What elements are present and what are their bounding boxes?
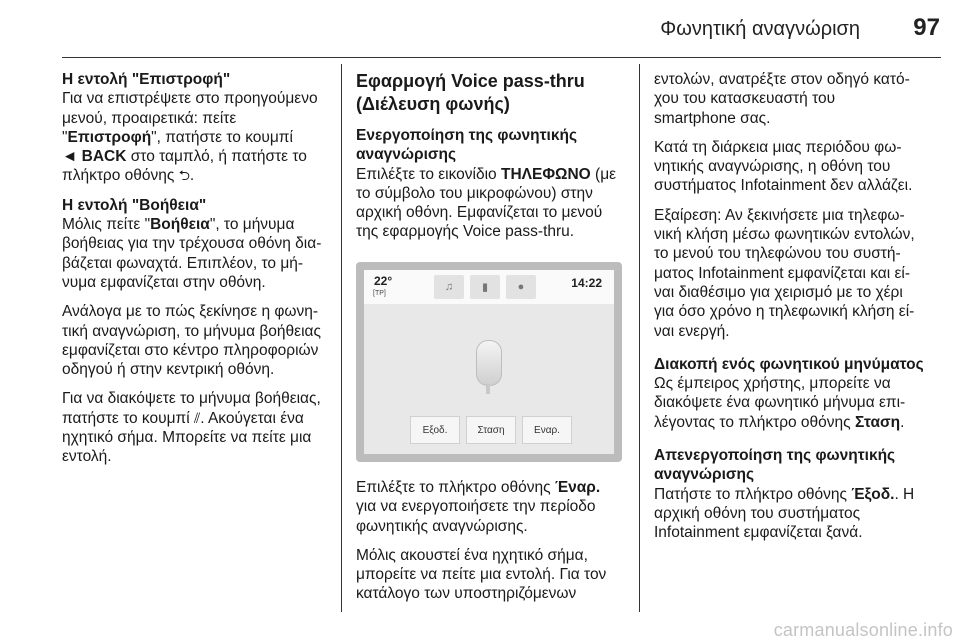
paragraph-interrupt-prompt: Ως έμπειρος χρήστης, μπορείτε να διακόψετε ένα φωνητικό μήνυμα επι- λέγοντας το πλήκτρο οθόνης Σταση.	[654, 375, 906, 431]
screen-display	[364, 270, 614, 454]
microphone-icon	[476, 340, 502, 386]
paragraph-back: Για να επιστρέψετε στο προηγούμενο μενού, προαιρετικά: πείτε "Επιστροφή", πατήστε το κουμπί ◄ BACK στο ταμπλό, ή πατήστε το πλήκτρο οθόνης ⮌.	[62, 90, 318, 185]
column-divider-2	[639, 64, 640, 612]
back-button-label: ◄ BACK	[62, 148, 127, 166]
paragraph-interrupt-help: Για να διακόψετε το μήνυμα βοήθειας, πατήστε το κουμπί ⫽. Ακούγεται ένα ηχητικό σήμα. Μπορείτε να πείτε μια εντολή.	[62, 390, 321, 466]
middle-column	[356, 70, 632, 252]
paragraph-help: Μόλις πείτε "Βοήθεια", το μήνυμα βοήθειας για την τρέχουσα οθόνη δια- βάζεται φωναχτά. Επιπλέον, το μή- νυμα εμφανίζεται στην οθόνη.	[62, 216, 322, 291]
right-column	[654, 70, 944, 553]
paragraph-exception: Εξαίρεση: Αν ξεκινήσετε μια τηλεφω- νική κλήση μέσω φωνητικών εντολών, το μενού του τηλεφώνου του συστή- ματος Infotainment εμφανίζεται και εί- ναι διαθέσιμο για χειρισμό με το χέρι για όσο χρόνο η τηλεφωνική κλήση εί- ναι ενεργή.	[654, 206, 915, 340]
section-title-back: Η εντολή "Επιστροφή"	[62, 71, 231, 88]
section-title-help: Η εντολή "Βοήθεια"	[62, 196, 207, 214]
screen-temperature: 22°	[374, 274, 393, 288]
paragraph-screen-unchanged: Κατά τη διάρκεια μιας περιόδου φω- νητικής αναγνώρισης, η οθόνη του συστήματος Infotainment δεν αλλάζει.	[654, 138, 913, 195]
header-rule	[62, 57, 941, 58]
screen-button-stop[interactable]: Σταση	[466, 416, 516, 444]
subsection-title-activate: Ενεργοποίηση της φωνητικής αναγνώρισης	[356, 127, 578, 164]
circle-icon: ●	[506, 275, 536, 299]
page-header-title: Φωνητική αναγνώριση	[660, 18, 860, 40]
paragraph-select-start: Επιλέξτε το πλήκτρο οθόνης Έναρ. για να ενεργοποιήσετε την περίοδο φωνητικής αναγνώρισης.	[356, 479, 601, 535]
screen-tp-indicator: [TP]	[373, 290, 386, 297]
screen-button-start[interactable]: Εναρ.	[522, 416, 572, 444]
voice-mute-icon: ⫽	[193, 409, 201, 426]
screen-button-exit[interactable]: Εξοδ.	[410, 416, 460, 444]
paragraph-help-display: Ανάλογα με το πώς ξεκίνησε η φωνη- τική αναγνώριση, το μήνυμα βοήθειας εμφανίζεται στο κέντρο πληροφοριών οδηγού ή στην κεντρική οθόνη.	[62, 303, 321, 379]
music-note-icon: ♫	[434, 275, 464, 299]
section-heading-voice-pass-thru: Εφαρμογή Voice pass-thru (Διέλευση φωνής)	[356, 71, 585, 114]
footer-watermark: carmanualsonline.info	[773, 620, 953, 640]
section-title-deactivate: Απενεργοποίηση της φωνητικής αναγνώρισης	[654, 447, 896, 484]
page-number: 97	[913, 14, 940, 41]
screen-clock: 14:22	[571, 276, 602, 290]
phone-icon: ▮	[470, 275, 500, 299]
infotainment-screen-illustration	[356, 262, 622, 462]
paragraph-after-beep: Μόλις ακουστεί ένα ηχητικό σήμα, μπορείτε να πείτε μια εντολή. Για τον κατάλογο των υποστηριζόμενων	[356, 546, 607, 603]
paragraph-commands-guide: εντολών, ανατρέξτε στον οδηγό κατό- χου του κατασκευαστή του smartphone σας.	[654, 71, 910, 127]
middle-column-lower	[356, 478, 632, 614]
microphone-stand	[486, 384, 490, 394]
screen-topbar	[364, 270, 614, 304]
return-arrow-icon: ⮌	[178, 167, 190, 184]
paragraph-deactivate: Πατήστε το πλήκτρο οθόνης Έξοδ.. Η αρχική οθόνη του συστήματος Infotainment εμφανίζεται ξανά.	[654, 485, 915, 542]
paragraph-select-phone: Επιλέξτε το εικονίδιο ΤΗΛΕΦΩΝΟ (με το σύμβολο του μικροφώνου) στην αρχική οθόνη. Εμφανίζεται το μενού της εφαρμογής Voice pass-thru.	[356, 165, 617, 241]
column-divider-1	[341, 64, 342, 612]
section-title-interrupt: Διακοπή ενός φωνητικού μηνύματος	[654, 355, 924, 373]
left-column	[62, 70, 334, 477]
